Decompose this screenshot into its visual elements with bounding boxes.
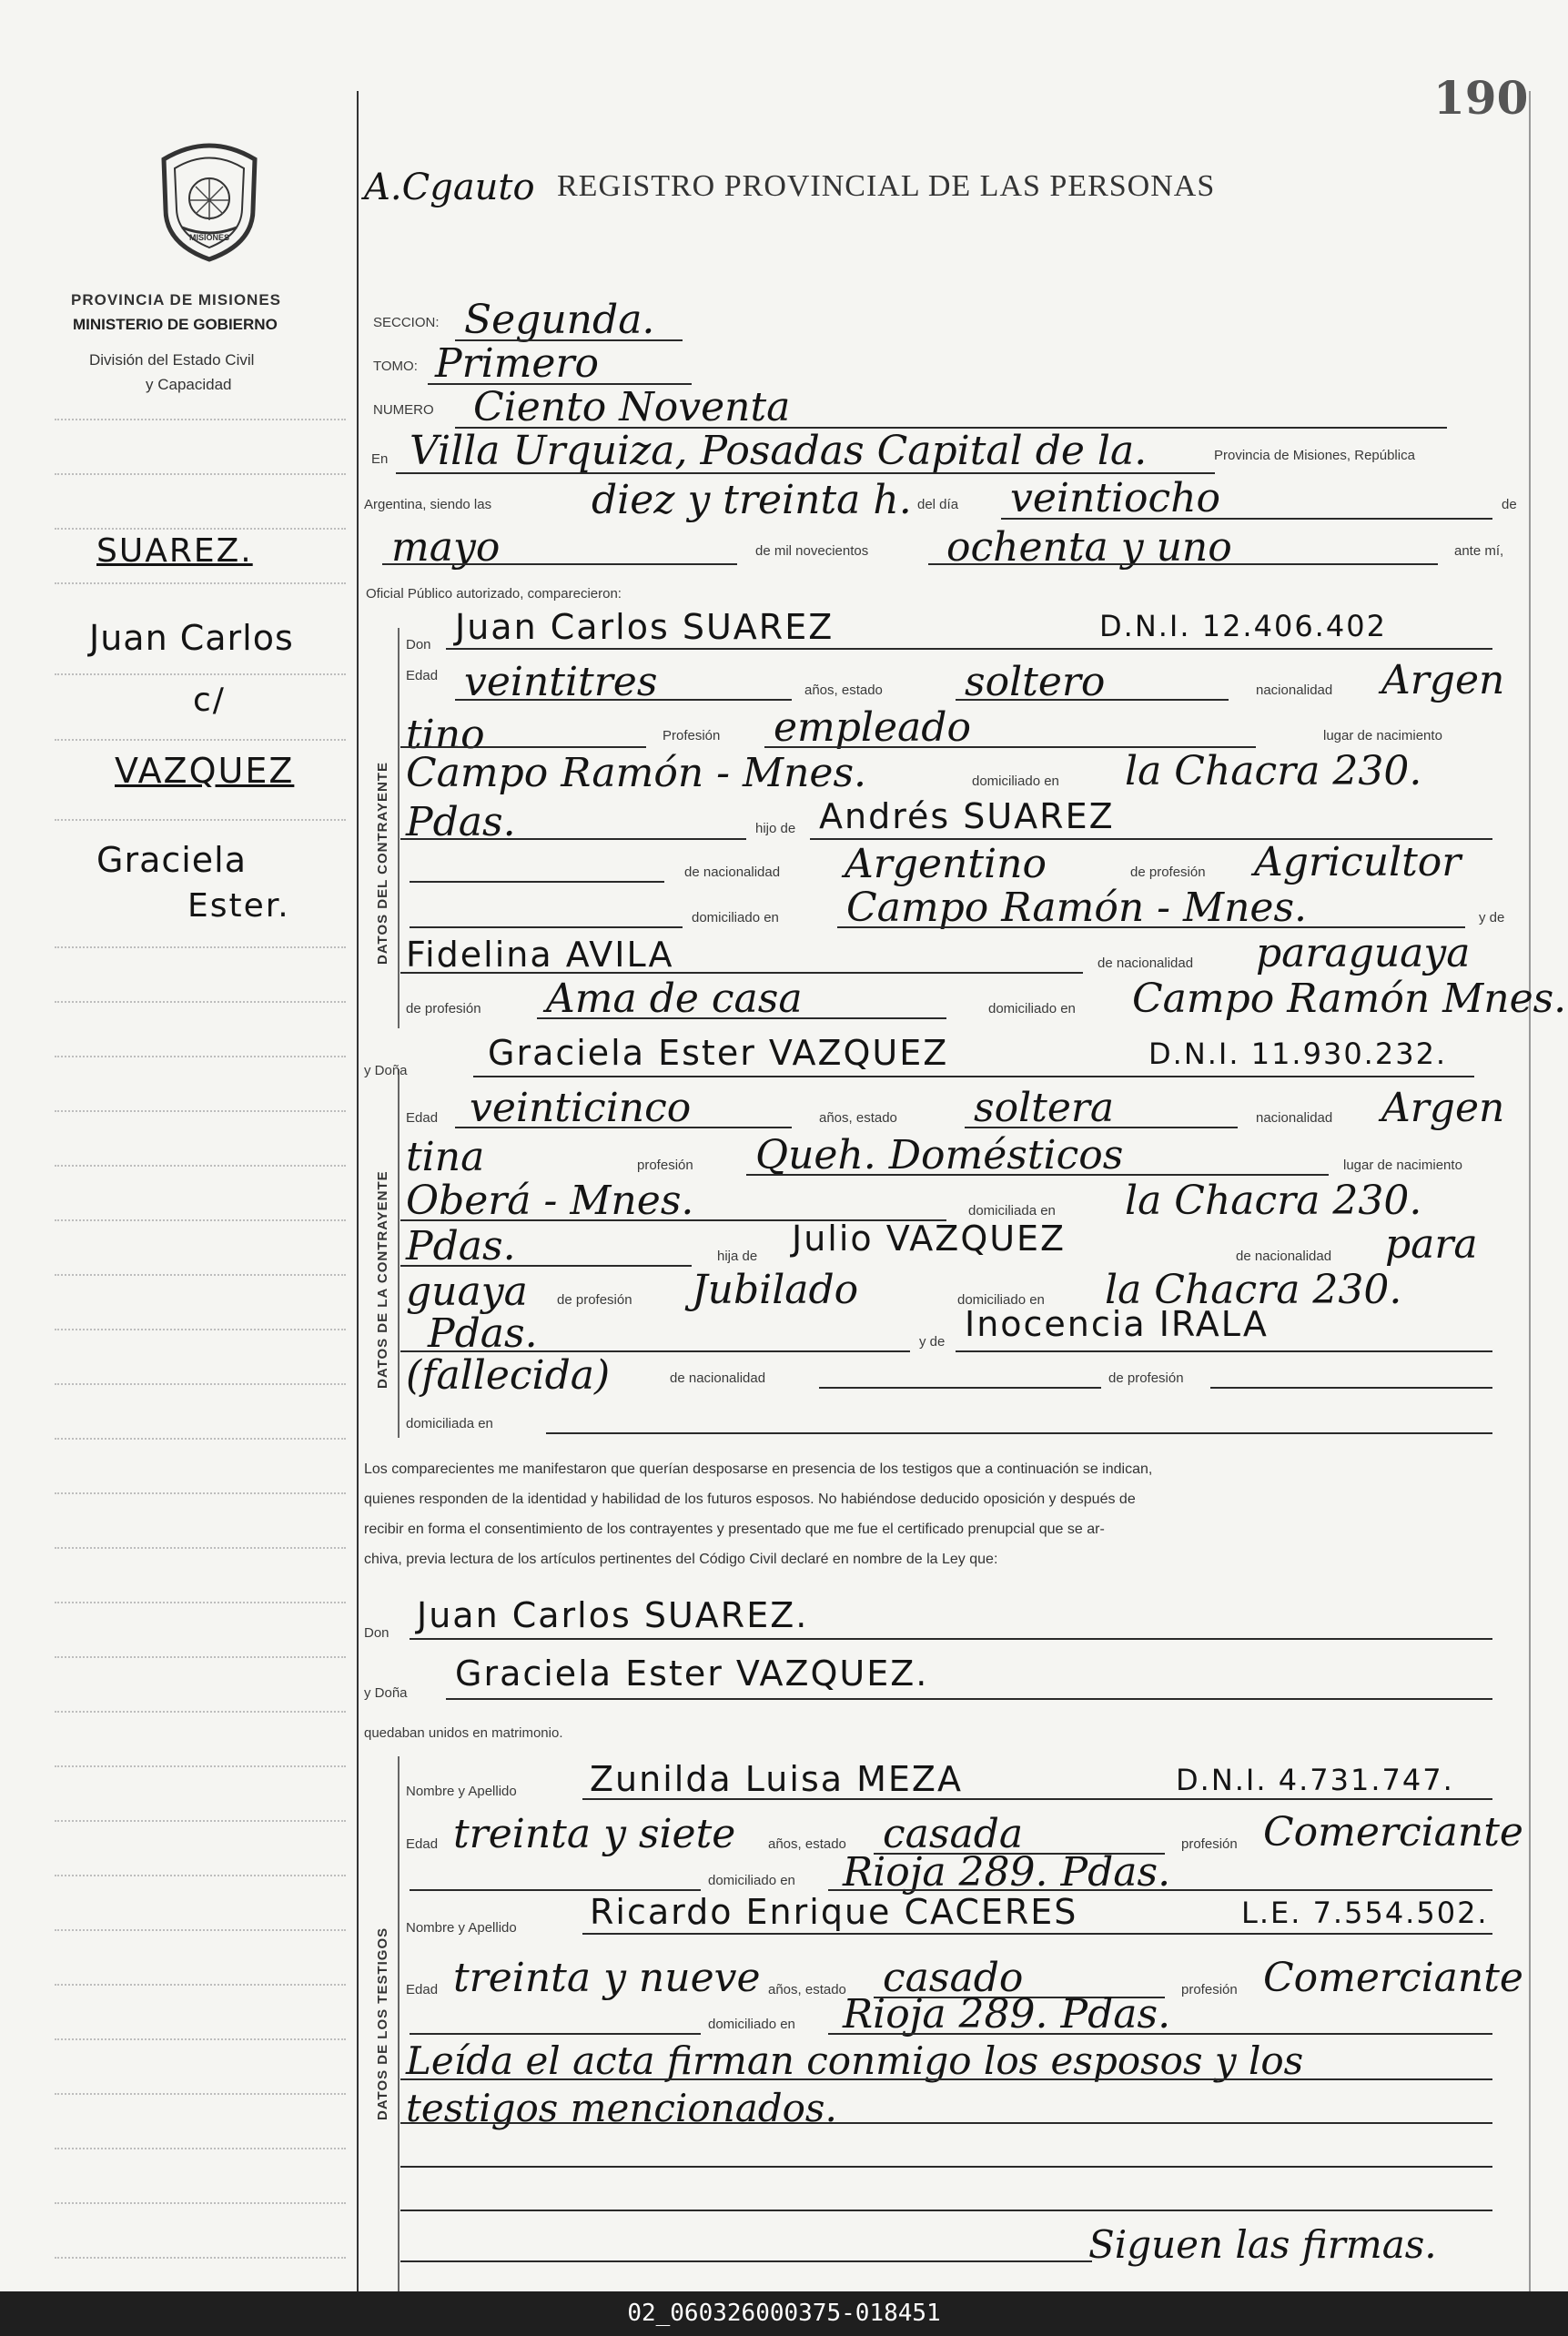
paragraph-line-2: quienes responden de la identidad y habilidad de los futuros esposos. No habiéndose deducido oposición y después de xyxy=(364,1492,1136,1507)
groom-padre: Andrés SUAREZ xyxy=(819,796,1115,836)
division-line-2: y Capacidad xyxy=(146,376,232,393)
bride-dni: D.N.I. 11.930.232. xyxy=(1148,1037,1448,1071)
label-padre-prof-groom: de profesión xyxy=(1130,865,1206,880)
label-nacionalidad-groom: nacionalidad xyxy=(1256,683,1333,698)
groom-domicilio-1: la Chacra 230. xyxy=(1125,748,1422,794)
bride-madre: Inocencia IRALA xyxy=(965,1304,1269,1344)
provincial-seal-logo xyxy=(146,137,273,264)
witness2-edad: treinta y nueve xyxy=(453,1955,761,2001)
witness2-domicilio: Rioja 289. Pdas. xyxy=(843,1991,1171,2038)
witness2-estado: casado xyxy=(883,1955,1024,2001)
label-testigo1-profesion: profesión xyxy=(1181,1836,1238,1852)
label-edad-bride: Edad xyxy=(406,1110,439,1126)
label-decl-dona: y Doña xyxy=(364,1685,408,1701)
witness2-profesion: Comerciante xyxy=(1263,1955,1523,2001)
paragraph-line-3: recibir en forma el consentimiento de los contrayentes y presentado que me fue el certificado prenupcial que se ar- xyxy=(364,1522,1105,1537)
bride-edad: veinticinco xyxy=(470,1085,692,1131)
groom-madre-dom: Campo Ramón Mnes. xyxy=(1132,976,1567,1022)
side-label-contrayente: DATOS DEL CONTRAYENTE xyxy=(375,762,390,965)
seal-icon xyxy=(146,137,273,264)
margin-surname-groom: SUAREZ. xyxy=(96,532,253,570)
groom-estado: soltero xyxy=(965,659,1106,705)
label-de-mes: de xyxy=(1502,497,1517,512)
value-seccion: Segunda. xyxy=(464,297,655,343)
groom-profesion: empleado xyxy=(774,704,971,751)
groom-edad: veintitres xyxy=(464,659,658,705)
label-domicilio-bride: domiciliada en xyxy=(968,1203,1056,1219)
value-numero: Ciento Noventa xyxy=(473,384,791,430)
closing-line-2: testigos mencionados. xyxy=(406,2086,837,2130)
label-decl-don: Don xyxy=(364,1625,389,1641)
label-don: Don xyxy=(406,637,431,652)
legal-paragraph xyxy=(364,1454,1512,1574)
bride-padre-dom-2: Pdas. xyxy=(428,1310,538,1357)
value-dia: veintiocho xyxy=(1010,475,1221,521)
label-provincia: Provincia de Misiones, República xyxy=(1214,448,1415,463)
bride-domicilio-2: Pdas. xyxy=(406,1223,516,1269)
label-seccion: SECCION: xyxy=(373,315,440,330)
division-line-1: División del Estado Civil xyxy=(89,351,255,369)
label-hija-de: hija de xyxy=(717,1249,758,1264)
label-quedaban: quedaban unidos en matrimonio. xyxy=(364,1725,563,1741)
label-y-de-bride: y de xyxy=(919,1334,946,1350)
label-madre-prof-groom: de profesión xyxy=(406,1001,481,1016)
label-oficial: Oficial Público autorizado, comparecieron: xyxy=(366,586,622,602)
label-edad-groom: Edad xyxy=(406,668,439,683)
label-hijo-de: hijo de xyxy=(755,821,796,836)
label-padre-dom-bride: domiciliado en xyxy=(957,1292,1045,1308)
groom-dni: D.N.I. 12.406.402 xyxy=(1099,609,1387,643)
value-lugar: Villa Urquiza, Posadas Capital de la. xyxy=(410,428,1148,474)
margin-given-bride-1: Graciela xyxy=(96,840,248,880)
label-testigo2-estado: años, estado xyxy=(768,1982,846,1997)
bride-madre-note: (fallecida) xyxy=(406,1352,611,1399)
label-en: En xyxy=(371,451,389,467)
witness2-name: Ricardo Enrique CACERES xyxy=(590,1892,1078,1932)
value-anio: ochenta y uno xyxy=(946,524,1232,571)
witness1-id: D.N.I. 4.731.747. xyxy=(1176,1763,1454,1797)
label-numero: NUMERO xyxy=(373,402,434,418)
groom-madre: Fidelina AVILA xyxy=(406,935,674,975)
groom-padre-dom: Campo Ramón - Mnes. xyxy=(846,885,1308,931)
groom-madre-prof: Ama de casa xyxy=(546,976,803,1022)
label-testigo1-domicilio: domiciliado en xyxy=(708,1873,795,1888)
groom-lugar-nac: Campo Ramón - Mnes. xyxy=(406,750,867,796)
value-hora: diez y treinta h. xyxy=(592,477,912,523)
label-padre-prof-bride: de profesión xyxy=(557,1292,632,1308)
label-argentina-siendo: Argentina, siendo las xyxy=(364,497,492,512)
label-ante-mi: ante mí, xyxy=(1454,543,1504,559)
label-profesion-bride: profesión xyxy=(637,1158,693,1173)
margin-given-bride-2: Ester. xyxy=(187,887,290,925)
label-testigo2-edad: Edad xyxy=(406,1982,439,1997)
margin-given-groom: Juan Carlos xyxy=(89,618,294,658)
bride-padre-dom-1: la Chacra 230. xyxy=(1105,1267,1402,1313)
label-padre-nac-groom: de nacionalidad xyxy=(684,865,781,880)
label-padre-nac-bride: de nacionalidad xyxy=(1236,1249,1332,1264)
groom-nac-1: Argen xyxy=(1381,657,1505,703)
label-madre-nac-groom: de nacionalidad xyxy=(1098,956,1194,971)
label-domicilio-groom: domiciliado en xyxy=(972,774,1059,789)
witness1-domicilio: Rioja 289. Pdas. xyxy=(843,1849,1171,1896)
label-padre-dom-groom: domiciliado en xyxy=(692,910,779,925)
groom-madre-nac: paraguaya xyxy=(1256,930,1471,976)
bride-name: Graciela Ester VAZQUEZ xyxy=(488,1033,949,1073)
paragraph-line-4: chiva, previa lectura de los artículos pertinentes del Código Civil declaré en nombre de la Ley que: xyxy=(364,1552,998,1567)
witness2-id: L.E. 7.554.502. xyxy=(1241,1896,1489,1930)
side-label-contrayente-f: DATOS DE LA CONTRAYENTE xyxy=(375,1170,390,1389)
ministry-name: MINISTERIO DE GOBIERNO xyxy=(73,316,278,333)
bride-nac-2: tina xyxy=(406,1134,485,1180)
label-testigo1-nombre: Nombre y Apellido xyxy=(406,1784,517,1799)
label-testigo2-domicilio: domiciliado en xyxy=(708,2017,795,2032)
witness1-name: Zunilda Luisa MEZA xyxy=(590,1759,963,1799)
label-madre-prof-bride: de profesión xyxy=(1108,1370,1184,1386)
witness1-estado: casada xyxy=(883,1811,1024,1857)
bride-estado: soltera xyxy=(974,1085,1115,1131)
decl-bride: Graciela Ester VAZQUEZ. xyxy=(455,1653,929,1694)
margin-connector: c/ xyxy=(193,682,226,719)
closing-line-1: Leída el acta firman conmigo los esposos y los xyxy=(406,2038,1304,2083)
page-number: 190 xyxy=(1433,71,1529,125)
bride-padre: Julio VAZQUEZ xyxy=(792,1219,1067,1259)
bride-nac-1: Argen xyxy=(1381,1085,1505,1131)
label-testigo1-estado: años, estado xyxy=(768,1836,846,1852)
label-testigo1-edad: Edad xyxy=(406,1836,439,1852)
label-anos-estado-groom: años, estado xyxy=(804,683,883,698)
bride-profesion: Queh. Domésticos xyxy=(755,1132,1124,1178)
registry-title: REGISTRO PROVINCIAL DE LAS PERSONAS xyxy=(557,169,1216,203)
groom-padre-nac: Argentino xyxy=(845,841,1047,887)
hw-header-note: A.Cgauto xyxy=(364,167,535,208)
bride-padre-prof: Jubilado xyxy=(692,1267,859,1313)
groom-padre-prof: Agricultor xyxy=(1254,839,1462,885)
label-madre-dom-groom: domiciliado en xyxy=(988,1001,1076,1016)
paragraph-line-1: Los comparecientes me manifestaron que querían desposarse en presencia de los testigos que a continuación se indican, xyxy=(364,1461,1153,1477)
label-y-de: y de xyxy=(1479,910,1505,925)
bride-domicilio-1: la Chacra 230. xyxy=(1125,1178,1422,1224)
decl-groom: Juan Carlos SUAREZ. xyxy=(417,1595,809,1635)
witness1-edad: treinta y siete xyxy=(453,1811,736,1857)
witness1-profesion: Comerciante xyxy=(1263,1809,1523,1856)
label-nacionalidad-bride: nacionalidad xyxy=(1256,1110,1333,1126)
closing-siguen-firmas: Siguen las firmas. xyxy=(1088,2222,1437,2267)
label-lugar-nac-bride: lugar de nacimiento xyxy=(1343,1158,1462,1173)
label-de-mil: de mil novecientos xyxy=(755,543,869,559)
label-y-dona: y Doña xyxy=(364,1063,408,1078)
groom-name: Juan Carlos SUAREZ xyxy=(455,607,835,647)
bride-lugar-nac: Oberá - Mnes. xyxy=(406,1178,694,1224)
value-tomo: Primero xyxy=(435,340,599,387)
label-testigo2-nombre: Nombre y Apellido xyxy=(406,1920,517,1936)
label-profesion-groom: Profesión xyxy=(663,728,721,743)
province-name: PROVINCIA DE MISIONES xyxy=(71,291,282,308)
label-anos-estado-bride: años, estado xyxy=(819,1110,897,1126)
side-label-testigos: DATOS DE LOS TESTIGOS xyxy=(375,1926,390,2120)
bride-padre-nac-1: para xyxy=(1385,1221,1478,1268)
bride-padre-nac-2: guaya xyxy=(406,1269,528,1315)
label-tomo: TOMO: xyxy=(373,359,418,374)
groom-domicilio-2: Pdas. xyxy=(406,799,516,845)
scan-id-footer: 02_060326000375-018451 xyxy=(0,2291,1568,2336)
label-del-dia: del día xyxy=(917,497,959,512)
svg-text:MISIONES: MISIONES xyxy=(188,233,230,242)
margin-surname-bride: VAZQUEZ xyxy=(115,751,295,791)
groom-nac-2: tino xyxy=(406,712,485,758)
label-testigo2-profesion: profesión xyxy=(1181,1982,1238,1997)
label-madre-dom-bride: domiciliada en xyxy=(406,1416,493,1431)
label-lugar-nac-groom: lugar de nacimiento xyxy=(1323,728,1442,743)
value-mes: mayo xyxy=(391,524,501,571)
label-madre-nac-bride: de nacionalidad xyxy=(670,1370,766,1386)
